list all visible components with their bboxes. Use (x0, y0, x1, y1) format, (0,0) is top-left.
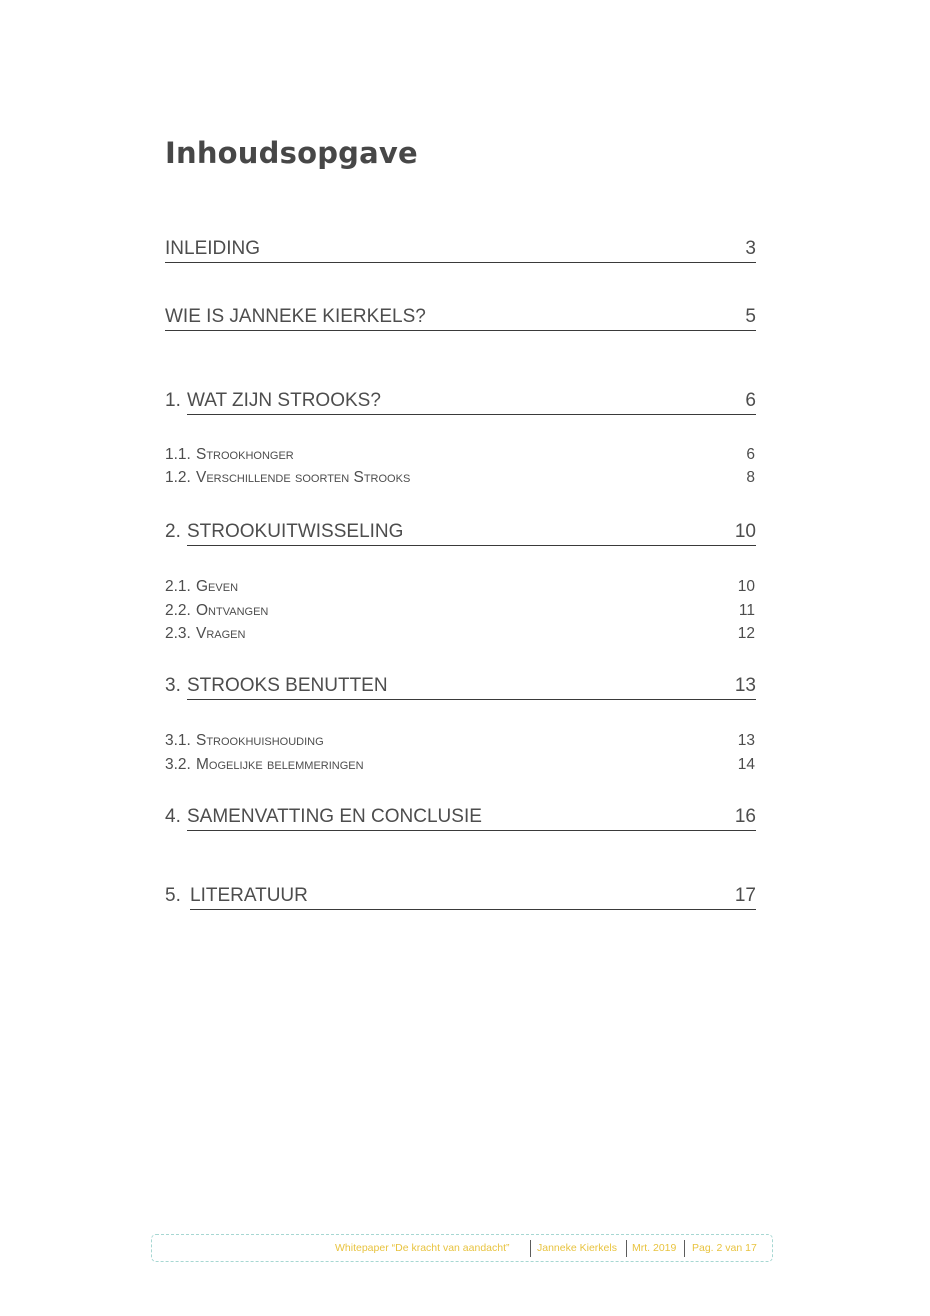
toc-entry-chapter-3[interactable] (165, 674, 756, 700)
toc-subentry-2-2[interactable] (165, 602, 755, 622)
toc-subentry-label[interactable]: Ontvangen (196, 602, 269, 619)
toc-entry-label[interactable]: STROOKUITWISSELING (187, 521, 404, 542)
toc-entry-label[interactable]: LITERATUUR (190, 885, 308, 906)
footer-separator (626, 1240, 627, 1257)
toc-underline (187, 830, 756, 831)
toc-subentry-number: 3.1. (165, 732, 191, 749)
toc-subentry-label[interactable]: Geven (196, 578, 239, 595)
toc-subentry-number: 1.2. (165, 469, 191, 486)
toc-subentry-1-1[interactable] (165, 446, 755, 466)
toc-entry-page: 13 (734, 675, 756, 696)
toc-subentry-label[interactable]: Verschillende soorten Strooks (196, 469, 411, 486)
toc-subentry-page: 8 (746, 469, 755, 486)
toc-entry-number: 2. (165, 521, 181, 542)
toc-subentry-label[interactable]: Vragen (196, 625, 246, 642)
toc-entry-label[interactable]: WIE IS JANNEKE KIERKELS? (165, 306, 426, 327)
toc-subentry-label[interactable]: Strookhuishouding (196, 732, 324, 749)
toc-entry-page: 16 (734, 806, 756, 827)
toc-subentry-2-1[interactable] (165, 578, 755, 598)
footer-doc-title: Whitepaper “De kracht van aandacht” (335, 1242, 510, 1254)
toc-subentry-2-3[interactable] (165, 625, 755, 645)
footer-author: Janneke Kierkels (537, 1242, 617, 1254)
toc-subentry-number: 1.1. (165, 446, 191, 463)
toc-entry-page: 10 (734, 521, 756, 542)
toc-entry-label[interactable]: WAT ZIJN STROOKS? (187, 390, 381, 411)
toc-entry-inleiding[interactable] (165, 237, 756, 263)
toc-subentry-label[interactable]: Strookhonger (196, 446, 294, 463)
toc-entry-label[interactable]: STROOKS BENUTTEN (187, 675, 388, 696)
toc-entry-number: 4. (165, 806, 181, 827)
toc-subentry-page: 14 (737, 756, 755, 773)
toc-entry-chapter-2[interactable] (165, 520, 756, 546)
toc-subentry-page: 12 (737, 625, 755, 642)
toc-subentry-number: 2.1. (165, 578, 191, 595)
toc-entry-number: 3. (165, 675, 181, 696)
page-title: Inhoudsopgave (165, 136, 418, 170)
toc-subentry-page: 13 (737, 732, 755, 749)
toc-subentry-page: 11 (738, 602, 755, 619)
toc-subentry-number: 3.2. (165, 756, 191, 773)
toc-entry-wie-is[interactable] (165, 305, 756, 331)
toc-entry-number: 5. (165, 885, 181, 906)
toc-entry-label[interactable]: SAMENVATTING EN CONCLUSIE (187, 806, 482, 827)
toc-entry-label[interactable]: INLEIDING (165, 238, 261, 259)
toc-subentry-page: 6 (746, 446, 755, 463)
page-footer (151, 1234, 773, 1262)
toc-underline (187, 414, 756, 415)
toc-subentry-page: 10 (737, 578, 755, 595)
toc-entry-page: 6 (745, 390, 756, 411)
toc-subentry-1-2[interactable] (165, 469, 755, 489)
footer-date: Mrt. 2019 (632, 1242, 677, 1254)
toc-entry-page: 17 (734, 885, 756, 906)
toc-entry-page: 3 (745, 238, 756, 259)
toc-subentry-label[interactable]: Mogelijke belemmeringen (196, 756, 364, 773)
footer-separator (530, 1240, 531, 1257)
toc-underline (165, 330, 756, 331)
toc-underline (187, 545, 756, 546)
footer-page-number: Pag. 2 van 17 (692, 1242, 757, 1254)
toc-subentry-3-1[interactable] (165, 732, 755, 752)
toc-entry-chapter-4[interactable] (165, 805, 756, 831)
toc-underline (190, 909, 756, 910)
toc-underline (187, 699, 756, 700)
toc-underline (165, 262, 756, 263)
toc-entry-chapter-5[interactable] (165, 884, 756, 910)
footer-separator (684, 1240, 685, 1257)
toc-subentry-number: 2.2. (165, 602, 191, 619)
toc-subentry-3-2[interactable] (165, 756, 755, 776)
toc-entry-page: 5 (745, 306, 756, 327)
toc-subentry-number: 2.3. (165, 625, 191, 642)
toc-entry-chapter-1[interactable] (165, 389, 756, 415)
toc-entry-number: 1. (165, 390, 181, 411)
